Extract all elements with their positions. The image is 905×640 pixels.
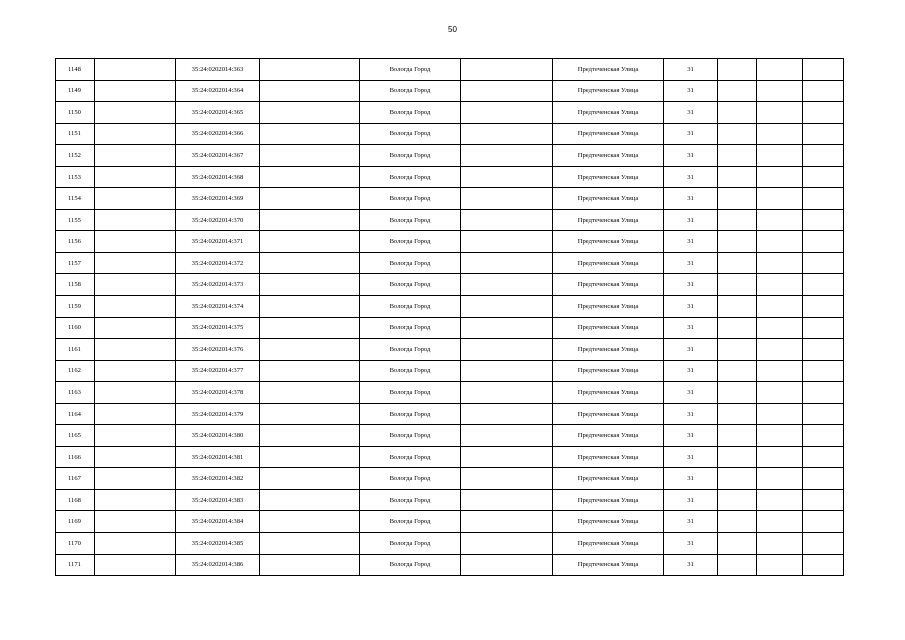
street-cell: Предтеченская Улица <box>553 296 664 318</box>
cadastral-number-cell: 35:24:0202014:381 <box>176 446 260 468</box>
empty-cell <box>461 489 553 511</box>
cadastral-number-cell: 35:24:0202014:380 <box>176 425 260 447</box>
record-number-cell: 1148 <box>56 59 95 81</box>
empty-cell <box>95 317 176 339</box>
empty-cell <box>260 425 360 447</box>
city-cell: Вологда Город <box>360 533 461 555</box>
city-cell: Вологда Город <box>360 59 461 81</box>
empty-cell <box>461 80 553 102</box>
empty-cell <box>803 296 844 318</box>
empty-cell <box>95 252 176 274</box>
record-number-cell: 1155 <box>56 209 95 231</box>
empty-cell <box>260 403 360 425</box>
house-number-cell: 31 <box>664 123 718 145</box>
house-number-cell: 31 <box>664 468 718 490</box>
record-number-cell: 1159 <box>56 296 95 318</box>
house-number-cell: 31 <box>664 533 718 555</box>
empty-cell <box>461 317 553 339</box>
record-number-cell: 1156 <box>56 231 95 253</box>
empty-cell <box>461 166 553 188</box>
empty-cell <box>718 209 757 231</box>
street-cell: Предтеченская Улица <box>553 166 664 188</box>
empty-cell <box>718 446 757 468</box>
street-cell: Предтеченская Улица <box>553 554 664 576</box>
record-number-cell: 1150 <box>56 102 95 124</box>
table-row <box>56 360 844 382</box>
house-number-cell: 31 <box>664 102 718 124</box>
street-cell: Предтеченская Улица <box>553 209 664 231</box>
empty-cell <box>461 468 553 490</box>
empty-cell <box>95 123 176 145</box>
empty-cell <box>95 231 176 253</box>
city-cell: Вологда Город <box>360 468 461 490</box>
cadastral-number-cell: 35:24:0202014:376 <box>176 339 260 361</box>
empty-cell <box>757 403 803 425</box>
empty-cell <box>95 360 176 382</box>
table-row <box>56 511 844 533</box>
house-number-cell: 31 <box>664 425 718 447</box>
table-row <box>56 80 844 102</box>
empty-cell <box>803 274 844 296</box>
empty-cell <box>461 274 553 296</box>
empty-cell <box>757 468 803 490</box>
city-cell: Вологда Город <box>360 360 461 382</box>
empty-cell <box>95 296 176 318</box>
empty-cell <box>803 145 844 167</box>
empty-cell <box>461 231 553 253</box>
empty-cell <box>803 231 844 253</box>
street-cell: Предтеченская Улица <box>553 145 664 167</box>
house-number-cell: 31 <box>664 80 718 102</box>
empty-cell <box>718 533 757 555</box>
cadastral-number-cell: 35:24:0202014:386 <box>176 554 260 576</box>
record-number-cell: 1166 <box>56 446 95 468</box>
empty-cell <box>260 123 360 145</box>
record-number-cell: 1165 <box>56 425 95 447</box>
empty-cell <box>461 425 553 447</box>
empty-cell <box>757 231 803 253</box>
empty-cell <box>757 166 803 188</box>
empty-cell <box>260 468 360 490</box>
empty-cell <box>718 80 757 102</box>
cadastral-number-cell: 35:24:0202014:382 <box>176 468 260 490</box>
register-table-body <box>56 59 844 576</box>
empty-cell <box>461 102 553 124</box>
table-row <box>56 533 844 555</box>
table-row <box>56 145 844 167</box>
empty-cell <box>95 425 176 447</box>
empty-cell <box>757 188 803 210</box>
street-cell: Предтеченская Улица <box>553 274 664 296</box>
empty-cell <box>461 403 553 425</box>
empty-cell <box>803 360 844 382</box>
city-cell: Вологда Город <box>360 339 461 361</box>
empty-cell <box>95 533 176 555</box>
empty-cell <box>757 296 803 318</box>
cadastral-number-cell: 35:24:0202014:364 <box>176 80 260 102</box>
cadastral-number-cell: 35:24:0202014:373 <box>176 274 260 296</box>
empty-cell <box>95 446 176 468</box>
empty-cell <box>260 274 360 296</box>
empty-cell <box>260 59 360 81</box>
empty-cell <box>718 403 757 425</box>
table-row <box>56 252 844 274</box>
cadastral-number-cell: 35:24:0202014:377 <box>176 360 260 382</box>
empty-cell <box>95 80 176 102</box>
house-number-cell: 31 <box>664 252 718 274</box>
house-number-cell: 31 <box>664 554 718 576</box>
empty-cell <box>461 511 553 533</box>
empty-cell <box>718 554 757 576</box>
cadastral-number-cell: 35:24:0202014:371 <box>176 231 260 253</box>
empty-cell <box>260 296 360 318</box>
empty-cell <box>718 166 757 188</box>
empty-cell <box>803 468 844 490</box>
empty-cell <box>757 80 803 102</box>
empty-cell <box>718 102 757 124</box>
empty-cell <box>718 511 757 533</box>
empty-cell <box>95 102 176 124</box>
cadastral-number-cell: 35:24:0202014:370 <box>176 209 260 231</box>
record-number-cell: 1149 <box>56 80 95 102</box>
cadastral-number-cell: 35:24:0202014:367 <box>176 145 260 167</box>
empty-cell <box>757 339 803 361</box>
record-number-cell: 1160 <box>56 317 95 339</box>
empty-cell <box>461 533 553 555</box>
empty-cell <box>803 166 844 188</box>
city-cell: Вологда Город <box>360 252 461 274</box>
empty-cell <box>461 188 553 210</box>
table-row <box>56 209 844 231</box>
empty-cell <box>718 468 757 490</box>
city-cell: Вологда Город <box>360 446 461 468</box>
street-cell: Предтеченская Улица <box>553 468 664 490</box>
empty-cell <box>260 533 360 555</box>
house-number-cell: 31 <box>664 382 718 404</box>
record-number-cell: 1154 <box>56 188 95 210</box>
city-cell: Вологда Город <box>360 145 461 167</box>
empty-cell <box>718 145 757 167</box>
empty-cell <box>95 489 176 511</box>
cadastral-number-cell: 35:24:0202014:375 <box>176 317 260 339</box>
table-row <box>56 317 844 339</box>
table-row <box>56 102 844 124</box>
cadastral-number-cell: 35:24:0202014:378 <box>176 382 260 404</box>
record-number-cell: 1162 <box>56 360 95 382</box>
cadastral-number-cell: 35:24:0202014:385 <box>176 533 260 555</box>
house-number-cell: 31 <box>664 446 718 468</box>
record-number-cell: 1167 <box>56 468 95 490</box>
cadastral-number-cell: 35:24:0202014:384 <box>176 511 260 533</box>
empty-cell <box>260 489 360 511</box>
street-cell: Предтеченская Улица <box>553 403 664 425</box>
empty-cell <box>718 252 757 274</box>
empty-cell <box>95 339 176 361</box>
street-cell: Предтеченская Улица <box>553 317 664 339</box>
empty-cell <box>718 296 757 318</box>
street-cell: Предтеченская Улица <box>553 59 664 81</box>
empty-cell <box>757 425 803 447</box>
empty-cell <box>95 274 176 296</box>
house-number-cell: 31 <box>664 145 718 167</box>
empty-cell <box>757 102 803 124</box>
house-number-cell: 31 <box>664 231 718 253</box>
empty-cell <box>461 59 553 81</box>
cadastral-number-cell: 35:24:0202014:365 <box>176 102 260 124</box>
table-row <box>56 468 844 490</box>
empty-cell <box>461 360 553 382</box>
empty-cell <box>757 145 803 167</box>
table-row <box>56 166 844 188</box>
empty-cell <box>461 252 553 274</box>
city-cell: Вологда Город <box>360 166 461 188</box>
record-number-cell: 1171 <box>56 554 95 576</box>
empty-cell <box>757 209 803 231</box>
street-cell: Предтеченская Улица <box>553 533 664 555</box>
city-cell: Вологда Город <box>360 382 461 404</box>
empty-cell <box>757 252 803 274</box>
city-cell: Вологда Город <box>360 102 461 124</box>
empty-cell <box>757 123 803 145</box>
empty-cell <box>803 209 844 231</box>
city-cell: Вологда Город <box>360 80 461 102</box>
page-number: 50 <box>448 25 457 34</box>
record-number-cell: 1170 <box>56 533 95 555</box>
empty-cell <box>95 166 176 188</box>
register-table <box>55 58 844 576</box>
empty-cell <box>803 403 844 425</box>
empty-cell <box>803 102 844 124</box>
empty-cell <box>461 123 553 145</box>
empty-cell <box>718 489 757 511</box>
empty-cell <box>803 123 844 145</box>
empty-cell <box>718 339 757 361</box>
empty-cell <box>803 382 844 404</box>
table-row <box>56 59 844 81</box>
street-cell: Предтеченская Улица <box>553 252 664 274</box>
house-number-cell: 31 <box>664 166 718 188</box>
empty-cell <box>260 252 360 274</box>
house-number-cell: 31 <box>664 511 718 533</box>
house-number-cell: 31 <box>664 296 718 318</box>
record-number-cell: 1164 <box>56 403 95 425</box>
street-cell: Предтеченская Улица <box>553 360 664 382</box>
empty-cell <box>757 533 803 555</box>
house-number-cell: 31 <box>664 403 718 425</box>
table-row <box>56 231 844 253</box>
empty-cell <box>260 80 360 102</box>
empty-cell <box>260 317 360 339</box>
empty-cell <box>95 403 176 425</box>
empty-cell <box>803 59 844 81</box>
table-row <box>56 382 844 404</box>
cadastral-number-cell: 35:24:0202014:383 <box>176 489 260 511</box>
table-row <box>56 296 844 318</box>
city-cell: Вологда Город <box>360 489 461 511</box>
record-number-cell: 1158 <box>56 274 95 296</box>
empty-cell <box>260 145 360 167</box>
empty-cell <box>757 511 803 533</box>
empty-cell <box>718 188 757 210</box>
empty-cell <box>718 123 757 145</box>
empty-cell <box>95 468 176 490</box>
empty-cell <box>461 339 553 361</box>
record-number-cell: 1163 <box>56 382 95 404</box>
empty-cell <box>718 317 757 339</box>
record-number-cell: 1153 <box>56 166 95 188</box>
cadastral-number-cell: 35:24:0202014:363 <box>176 59 260 81</box>
empty-cell <box>95 554 176 576</box>
empty-cell <box>461 145 553 167</box>
empty-cell <box>757 317 803 339</box>
house-number-cell: 31 <box>664 360 718 382</box>
empty-cell <box>803 80 844 102</box>
empty-cell <box>803 188 844 210</box>
empty-cell <box>461 382 553 404</box>
street-cell: Предтеченская Улица <box>553 123 664 145</box>
cadastral-number-cell: 35:24:0202014:369 <box>176 188 260 210</box>
street-cell: Предтеченская Улица <box>553 339 664 361</box>
empty-cell <box>803 339 844 361</box>
empty-cell <box>718 360 757 382</box>
empty-cell <box>803 252 844 274</box>
empty-cell <box>260 382 360 404</box>
empty-cell <box>803 489 844 511</box>
empty-cell <box>260 446 360 468</box>
table-row <box>56 489 844 511</box>
table-row <box>56 339 844 361</box>
table-row <box>56 188 844 210</box>
empty-cell <box>260 188 360 210</box>
cadastral-number-cell: 35:24:0202014:366 <box>176 123 260 145</box>
city-cell: Вологда Город <box>360 123 461 145</box>
record-number-cell: 1152 <box>56 145 95 167</box>
house-number-cell: 31 <box>664 274 718 296</box>
street-cell: Предтеченская Улица <box>553 489 664 511</box>
table-row <box>56 274 844 296</box>
empty-cell <box>461 446 553 468</box>
empty-cell <box>260 511 360 533</box>
house-number-cell: 31 <box>664 317 718 339</box>
empty-cell <box>718 59 757 81</box>
city-cell: Вологда Город <box>360 274 461 296</box>
empty-cell <box>260 166 360 188</box>
empty-cell <box>95 145 176 167</box>
city-cell: Вологда Город <box>360 209 461 231</box>
city-cell: Вологда Город <box>360 296 461 318</box>
empty-cell <box>718 274 757 296</box>
city-cell: Вологда Город <box>360 403 461 425</box>
empty-cell <box>803 554 844 576</box>
house-number-cell: 31 <box>664 489 718 511</box>
record-number-cell: 1168 <box>56 489 95 511</box>
empty-cell <box>803 317 844 339</box>
cadastral-number-cell: 35:24:0202014:368 <box>176 166 260 188</box>
street-cell: Предтеченская Улица <box>553 382 664 404</box>
empty-cell <box>803 446 844 468</box>
empty-cell <box>757 59 803 81</box>
empty-cell <box>718 231 757 253</box>
empty-cell <box>757 382 803 404</box>
empty-cell <box>757 446 803 468</box>
empty-cell <box>718 425 757 447</box>
empty-cell <box>757 360 803 382</box>
empty-cell <box>260 102 360 124</box>
empty-cell <box>95 209 176 231</box>
empty-cell <box>757 274 803 296</box>
street-cell: Предтеченская Улица <box>553 188 664 210</box>
city-cell: Вологда Город <box>360 317 461 339</box>
city-cell: Вологда Город <box>360 188 461 210</box>
empty-cell <box>718 382 757 404</box>
table-row <box>56 123 844 145</box>
table-row <box>56 554 844 576</box>
house-number-cell: 31 <box>664 339 718 361</box>
house-number-cell: 31 <box>664 59 718 81</box>
table-row <box>56 403 844 425</box>
table-row <box>56 446 844 468</box>
empty-cell <box>95 511 176 533</box>
empty-cell <box>260 339 360 361</box>
table-row <box>56 425 844 447</box>
street-cell: Предтеченская Улица <box>553 231 664 253</box>
city-cell: Вологда Город <box>360 425 461 447</box>
empty-cell <box>803 511 844 533</box>
empty-cell <box>461 296 553 318</box>
empty-cell <box>95 382 176 404</box>
empty-cell <box>95 59 176 81</box>
street-cell: Предтеченская Улица <box>553 511 664 533</box>
record-number-cell: 1169 <box>56 511 95 533</box>
city-cell: Вологда Город <box>360 554 461 576</box>
empty-cell <box>260 209 360 231</box>
empty-cell <box>260 231 360 253</box>
street-cell: Предтеченская Улица <box>553 80 664 102</box>
empty-cell <box>803 533 844 555</box>
city-cell: Вологда Город <box>360 511 461 533</box>
empty-cell <box>757 554 803 576</box>
empty-cell <box>461 209 553 231</box>
empty-cell <box>260 360 360 382</box>
empty-cell <box>95 188 176 210</box>
record-number-cell: 1161 <box>56 339 95 361</box>
empty-cell <box>757 489 803 511</box>
street-cell: Предтеченская Улица <box>553 446 664 468</box>
city-cell: Вологда Город <box>360 231 461 253</box>
record-number-cell: 1151 <box>56 123 95 145</box>
street-cell: Предтеченская Улица <box>553 102 664 124</box>
house-number-cell: 31 <box>664 188 718 210</box>
street-cell: Предтеченская Улица <box>553 425 664 447</box>
cadastral-number-cell: 35:24:0202014:372 <box>176 252 260 274</box>
empty-cell <box>803 425 844 447</box>
empty-cell <box>260 554 360 576</box>
cadastral-number-cell: 35:24:0202014:379 <box>176 403 260 425</box>
empty-cell <box>461 554 553 576</box>
cadastral-number-cell: 35:24:0202014:374 <box>176 296 260 318</box>
record-number-cell: 1157 <box>56 252 95 274</box>
house-number-cell: 31 <box>664 209 718 231</box>
